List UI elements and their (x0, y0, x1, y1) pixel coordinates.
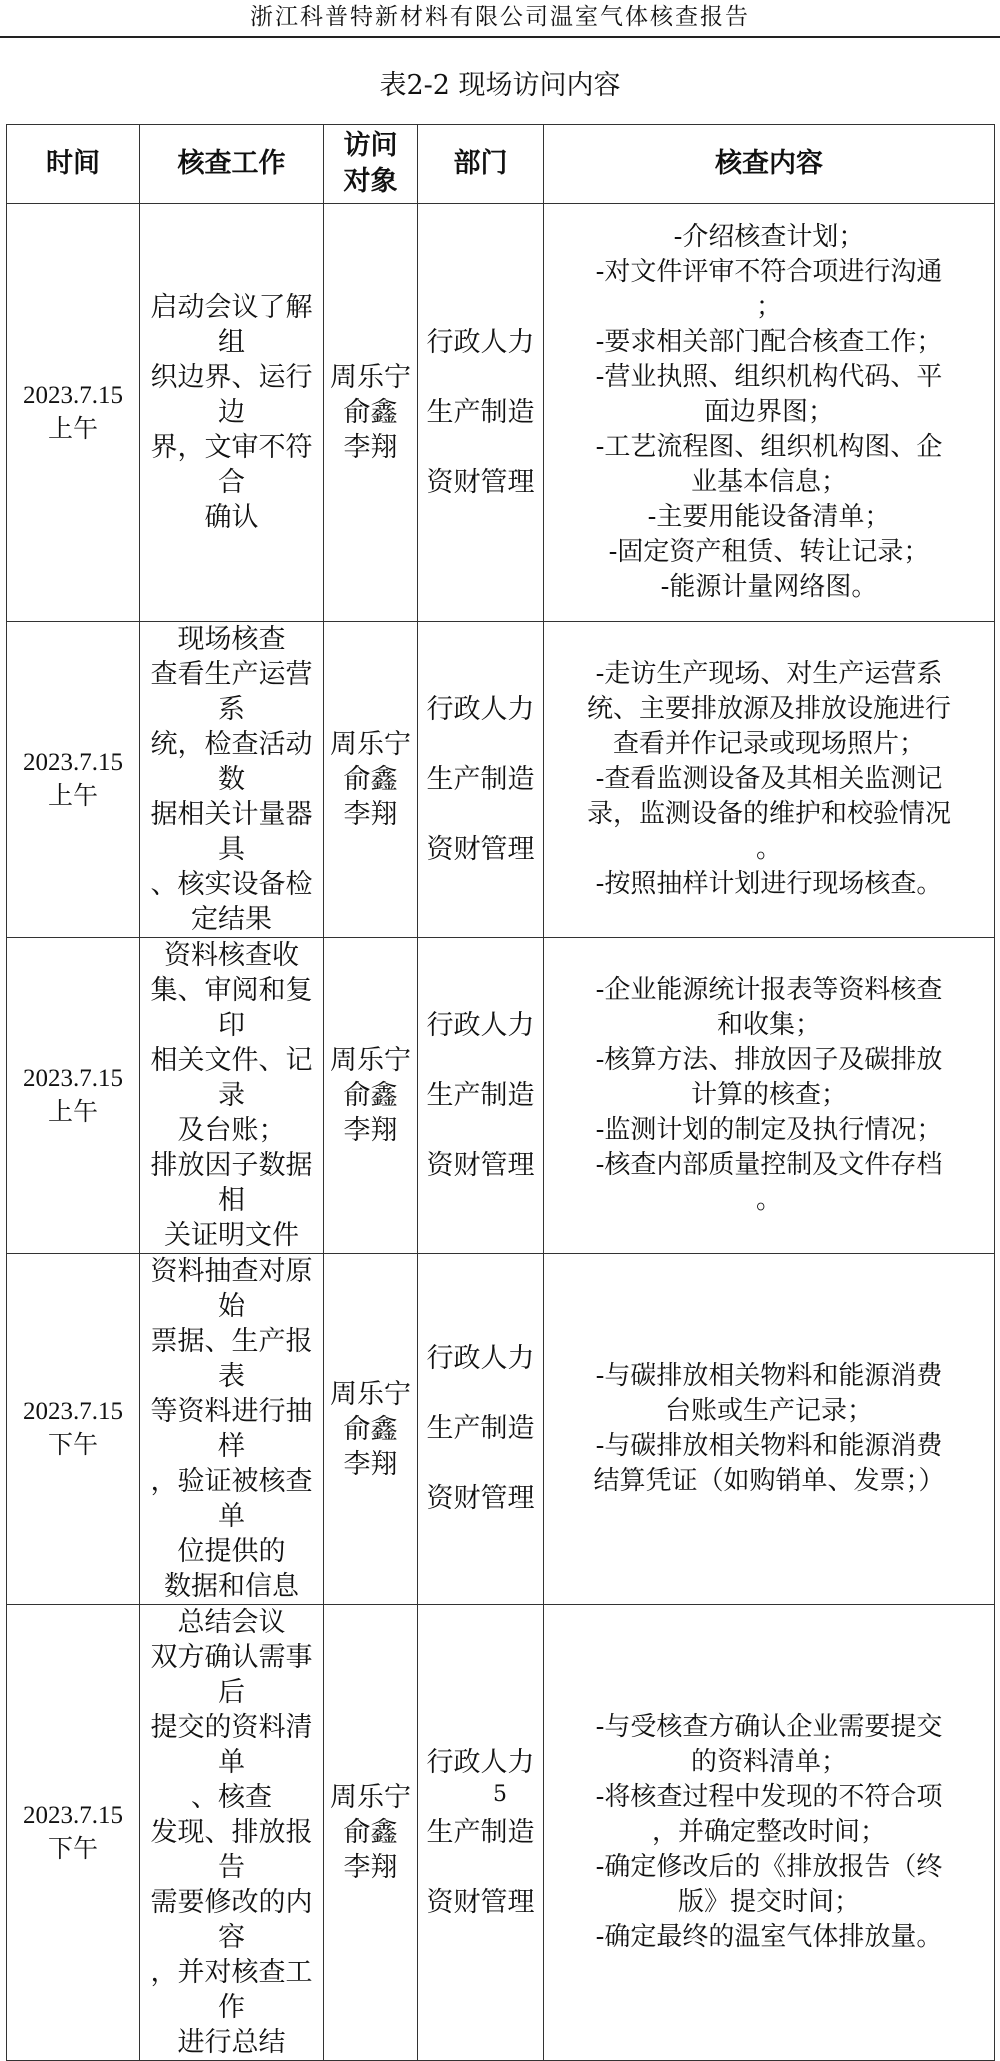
verification-work-cell: 启动会议了解组 织边界、运行边 界，文审不符合 确认 (140, 204, 324, 622)
column-header-work: 核查工作 (140, 125, 324, 204)
site-visit-table (6, 124, 995, 2061)
interviewees-cell: 周乐宁 俞鑫 李翔 (324, 1605, 418, 2061)
table-row (7, 938, 995, 1254)
visit-time-cell: 2023.7.15 下午 (7, 1605, 140, 2061)
table-header-row (7, 125, 995, 204)
department-cell: 行政人力 生产制造 资财管理 (418, 622, 544, 938)
department-cell: 行政人力 生产制造 资财管理 (418, 1254, 544, 1605)
interviewees-cell: 周乐宁 俞鑫 李翔 (324, 622, 418, 938)
table-row (7, 1605, 995, 2061)
table-row (7, 622, 995, 938)
verification-content-cell: -与受核查方确认企业需要提交 的资料清单； -将核查过程中发现的不符合项 ，并确定整改时间； -确定修改后的《排放报告（终 版》提交时间； -确定最终的温室气体排放量。 (544, 1605, 995, 2061)
verification-work-cell: 资料抽查对原始 票据、生产报表 等资料进行抽样 ，验证被核查单 位提供的 数据和信息 (140, 1254, 324, 1605)
interviewees-cell: 周乐宁 俞鑫 李翔 (324, 1254, 418, 1605)
visit-time-cell: 2023.7.15 上午 (7, 622, 140, 938)
column-header-content: 核查内容 (544, 125, 995, 204)
table-row (7, 204, 995, 622)
table-row (7, 1254, 995, 1605)
table-caption: 表2-2 现场访问内容 (379, 70, 621, 101)
verification-content-cell: -与碳排放相关物料和能源消费 台账或生产记录； -与碳排放相关物料和能源消费 结算凭证（如购销单、发票；） (544, 1254, 995, 1605)
verification-work-cell: 资料核查收 集、审阅和复印 相关文件、记录 及台账； 排放因子数据相 关证明文件 (140, 938, 324, 1254)
verification-content-cell: -企业能源统计报表等资料核查 和收集； -核算方法、排放因子及碳排放 计算的核查； -监测计划的制定及执行情况； -核查内部质量控制及文件存档 。 (544, 938, 995, 1254)
verification-content-cell: -走访生产现场、对生产运营系 统、主要排放源及排放设施进行 查看并作记录或现场照片； -查看监测设备及其相关监测记 录，监测设备的维护和校验情况 。 -按照抽样计划进行现场核查。 (544, 622, 995, 938)
column-header-department: 部门 (418, 125, 544, 204)
department-cell: 行政人力 生产制造 资财管理 (418, 1605, 544, 2061)
header-divider (0, 36, 1000, 38)
page-header: 浙江科普特新材料有限公司温室气体核查报告 (250, 4, 750, 30)
visit-time-cell: 2023.7.15 下午 (7, 1254, 140, 1605)
verification-content-cell: -介绍核查计划； -对文件评审不符合项进行沟通 ； -要求相关部门配合核查工作； -营业执照、组织机构代码、平 面边界图； -工艺流程图、组织机构图、企 业基本信息； -主要用能设备清单； -固定资产租赁、转让记录； -能源计量网络图。 (544, 204, 995, 622)
department-cell: 行政人力 生产制造 资财管理 (418, 938, 544, 1254)
verification-work-cell: 总结会议 双方确认需事后 提交的资料清单 、核查 发现、排放报告 需要修改的内容 ，并对核查工作 进行总结 (140, 1605, 324, 2061)
verification-work-cell: 现场核查 查看生产运营系 统，检查活动数 据相关计量器具 、核实设备检 定结果 (140, 622, 324, 938)
column-header-time: 时间 (7, 125, 140, 204)
department-cell: 行政人力 生产制造 资财管理 (418, 204, 544, 622)
visit-time-cell: 2023.7.15 上午 (7, 204, 140, 622)
interviewees-cell: 周乐宁 俞鑫 李翔 (324, 204, 418, 622)
page-number: 5 (493, 1782, 507, 1807)
interviewees-cell: 周乐宁 俞鑫 李翔 (324, 938, 418, 1254)
visit-time-cell: 2023.7.15 上午 (7, 938, 140, 1254)
column-header-interviewees: 访问 对象 (324, 125, 418, 204)
